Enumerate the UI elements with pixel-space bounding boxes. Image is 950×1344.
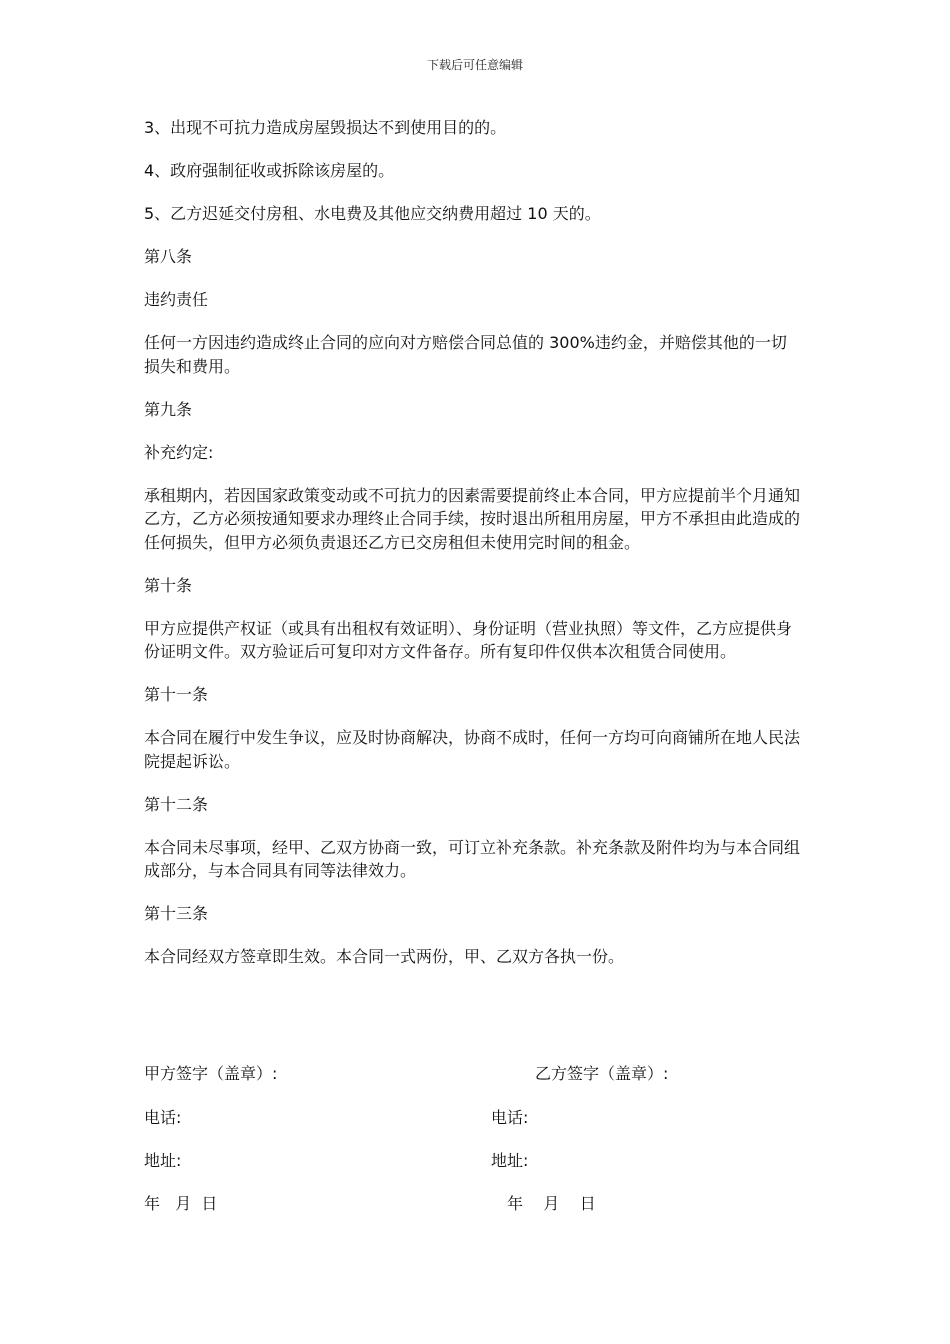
article-11-heading: 第十一条 [144,685,209,704]
party-a-phone-label: 电话: [144,1108,182,1127]
article-13-text: 本合同经双方签章即生效。本合同一式两份，甲、乙双方各执一份。 [144,947,625,966]
article-12-text: 本合同未尽事项，经甲、乙双方协商一致，可订立补充条款。补充条款及附件均为与本合同组成部分，与本合同具有同等法律效力。 [144,837,801,880]
article-8-text: 任何一方因违约造成终止合同的应向对方赔偿合同总值的 300%违约金，并赔偿其他的一切损失和费用。 [144,333,787,376]
article-13-heading: 第十三条 [144,904,209,923]
article-9-text: 承租期内，若因国家政策变动或不可抗力的因素需要提前终止本合同，甲方应提前半个月通知乙方，乙方必须按通知要求办理终止合同手续，按时退出所租用房屋，甲方不承担由此造成的任何损失，但甲方必须负责退还乙方已交房租但未使用完时间的租金。 [144,485,801,552]
article-11-text: 本合同在履行中发生争议，应及时协商解决，协商不成时，任何一方均可向商铺所在地人民法院提起诉讼。 [144,728,801,771]
party-a-address-label: 地址: [144,1151,182,1170]
article-9-heading: 第九条 [144,399,193,419]
party-b-address-label: 地址: [491,1151,529,1170]
article-8-title: 违约责任 [144,290,209,309]
clause-item-5: 5、乙方迟延交付房租、水电费及其他应交纳费用超过 10 天的。 [144,204,601,223]
clause-item-4: 4、政府强制征收或拆除该房屋的。 [144,161,395,180]
article-12-heading: 第十二条 [144,794,209,814]
party-a-date-label: 年 月 日 [144,1194,218,1213]
page-header-note: 下载后可任意编辑 [426,58,523,72]
party-b-date-label: 年 月 日 [507,1194,596,1213]
party-b-phone-label: 电话: [491,1108,529,1127]
clause-item-3: 3、出现不可抗力造成房屋毁损达不到使用目的的。 [144,118,507,137]
contract-body [144,116,800,988]
article-9-title: 补充约定: [144,442,214,462]
article-8-heading: 第八条 [144,247,193,266]
party-b-signature-label: 乙方签字（盖章）: [535,1064,669,1083]
article-10-text: 甲方应提供产权证（或具有出租权有效证明）、身份证明（营业执照）等文件，乙方应提供身份证明文件。双方验证后可复印对方文件备存。所有复印件仅供本次租赁合同使用。 [144,618,793,661]
article-10-heading: 第十条 [144,575,193,595]
party-a-signature-label: 甲方签字（盖章）: [144,1064,278,1083]
